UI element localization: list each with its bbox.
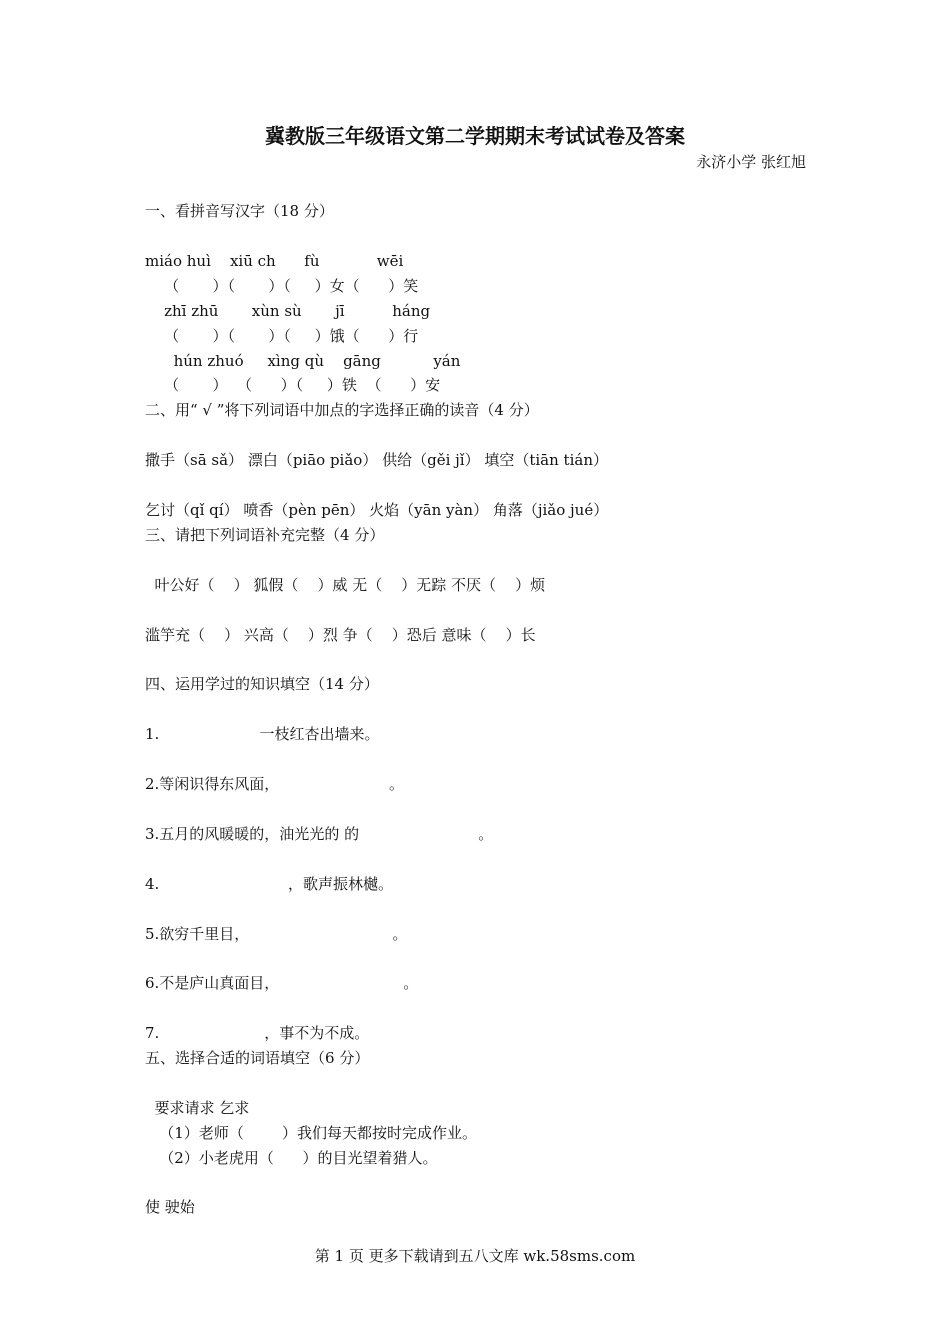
fill-item-3: 3.五月的风暖暖的，油光光的 的 。 [145,825,494,843]
blank-row-2: （ ）（ ）（ ）饿（ ）行 [145,327,419,345]
choice-sentence-1: （1）老师（ ）我们每天都按时完成作业。 [145,1124,477,1142]
pinyin-row-1: miáo huì xiū ch fù wēi [145,252,404,270]
choice-sentence-2: （2）小老虎用（ ）的目光望着猎人。 [145,1149,438,1167]
fill-item-1: 1. 一枝红杏出墙来。 [145,725,380,743]
document-title: 冀教版三年级语文第二学期期末考试试卷及答案 [265,124,685,148]
section-4-heading: 四、运用学过的知识填空（14 分） [145,675,379,693]
author-line: 永济小学 张红旭 [696,153,806,171]
pinyin-row-2: zhī zhū xùn sù jī háng [145,302,431,320]
section-1-heading: 一、看拼音写汉字（18 分） [145,202,334,220]
pronunciation-row-2: 乞讨（qǐ qí） 喷香（pèn pēn） 火焰（yān yàn） 角落（jiǎo jué） [145,501,609,519]
fill-item-4: 4. ，歌声振林樾。 [145,875,394,893]
section-5-heading: 五、选择合适的词语填空（6 分） [145,1049,370,1067]
blank-row-1: （ ）（ ）（ ）女（ ）笑 [145,277,419,295]
idiom-row-2: 滥竽充（ ） 兴高（ ）烈 争（ ）恐后 意味（ ）长 [145,626,536,644]
page-footer: 第 1 页 更多下载请到五八文库 wk.58sms.com [314,1247,636,1265]
pronunciation-row-1: 撒手（sā sǎ） 漂白（piāo piǎo） 供给（gěi jǐ） 填空（tiān tián） [145,451,608,469]
word-choices-2: 使 驶始 [145,1198,195,1216]
fill-item-7: 7. ，事不为不成。 [145,1024,370,1042]
section-3-heading: 三、请把下列词语补充完整（4 分） [145,526,385,544]
blank-row-3: （ ） （ ）（ ）铁 （ ）安 [145,376,441,394]
idiom-row-1: 叶公好（ ） 狐假（ ）威 无（ ）无踪 不厌（ ）烦 [145,576,546,594]
fill-item-5: 5.欲穷千里目， 。 [145,925,408,943]
fill-item-6: 6.不是庐山真面目， 。 [145,974,419,992]
fill-item-2: 2.等闲识得东风面， 。 [145,775,404,793]
section-2-heading: 二、用“ √ ”将下列词语中加点的字选择正确的读音（4 分） [145,401,539,419]
pinyin-row-3: hún zhuó xìng qù gāng yán [145,352,461,370]
word-choices-1: 要求请求 乞求 [145,1099,250,1117]
